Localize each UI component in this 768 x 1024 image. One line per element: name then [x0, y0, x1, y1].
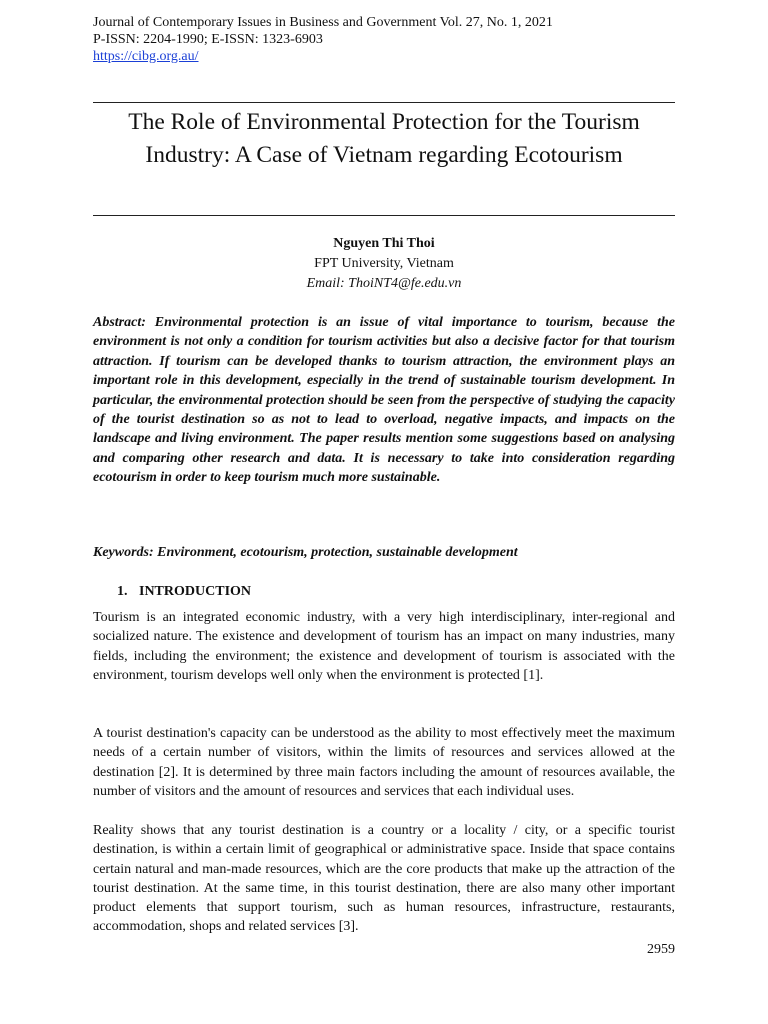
page-number: 2959: [647, 942, 675, 957]
author-name: Nguyen Thi Thoi: [333, 236, 435, 251]
journal-header: [93, 14, 553, 65]
author-affiliation: FPT University, Vietnam: [314, 256, 454, 271]
abstract-label: Abstract: [93, 315, 142, 330]
body-paragraph: A tourist destination's capacity can be understood as the ability to most effectively meet the maximum needs of a certain number of visitors, within the limits of resources and services allowed at the destination [2]. It is determined by three main factors including the amount of resources available, the number of visitors and the amount of resources and services that each individual uses.: [93, 726, 675, 799]
title-top-rule: [93, 102, 675, 103]
title-bottom-rule: [93, 215, 675, 216]
section-number: 1.: [117, 584, 128, 599]
abstract: [93, 313, 675, 488]
author-block: [93, 234, 675, 294]
body-paragraph: Tourism is an integrated economic industry, with a very high interdisciplinary, inter-regional and socialized nature. The existence and development of tourism has an impact on many industries, many fields, including the environment; the existence and development of tourism is associated with the environment, tourism develops well only when the environment is protected [1].: [93, 610, 675, 683]
paper-title: The Role of Environmental Protection for the Tourism Industry: A Case of Vietnam regarding Ecotourism: [128, 109, 640, 168]
section-heading-introduction: [117, 582, 251, 602]
body-paragraph: Reality shows that any tourist destination is a country or a locality / city, or a specific tourist destination, is within a certain limit of geographical or administrative space. Inside that space contains certain natural and man-made resources, which are the core products that make up the attraction of the tourist destination. At the same time, in this tourist destination, there are also many other important product elements that support tourism, such as human resources, infrastructure, restaurants, accommodation, shops and related services [3].: [93, 823, 675, 935]
author-email: Email: ThoiNT4@fe.edu.vn: [306, 276, 462, 291]
abstract-text: : Environmental protection is an issue of vital importance to tourism, because the environment is not only a condition for tourism activities but also a decisive factor for that tourism attraction. If tourism can be developed thanks to tourism attraction, the environment plays an important role in this development, especially in the trend of sustainable tourism development. In particular, the environmental protection should be seen from the perspective of studying the capacity of the tourist destination so as not to lead to overload, negative impacts, and impacts on the landscape and living environment. The paper results mention some suggestions based on analysing and comparing other research and data. It is necessary to take into consideration regarding ecotourism in order to keep tourism much more sustainable.: [93, 315, 675, 486]
keywords: Keywords: Environment, ecotourism, protection, sustainable development: [93, 545, 518, 560]
section-title: INTRODUCTION: [139, 584, 252, 599]
journal-citation: Journal of Contemporary Issues in Business and Government Vol. 27, No. 1, 2021: [93, 15, 553, 30]
issn-line: P-ISSN: 2204-1990; E-ISSN: 1323-6903: [93, 32, 323, 47]
journal-url-link[interactable]: https://cibg.org.au/: [93, 49, 199, 64]
